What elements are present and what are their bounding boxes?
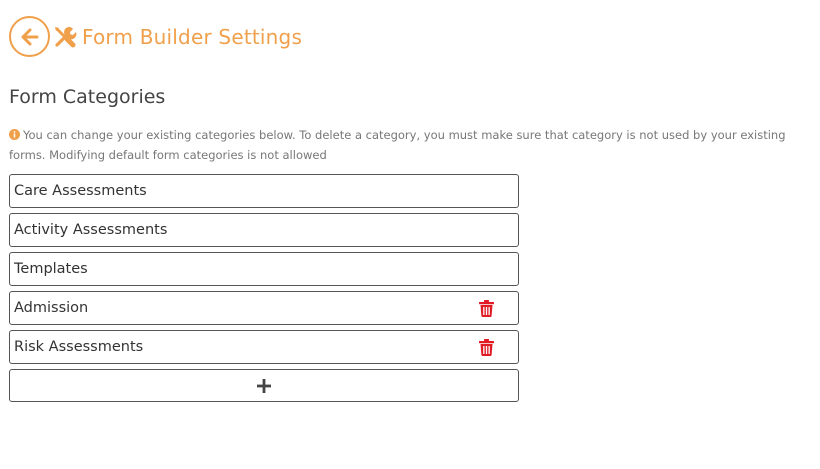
section-title: Form Categories bbox=[9, 86, 166, 108]
arrow-left-icon bbox=[18, 25, 42, 49]
info-text: You can change your existing categories below. To delete a category, you must make sure that category is not used by your existing forms. Modifying default form categories is not allowed bbox=[9, 128, 786, 162]
info-circle-icon bbox=[9, 129, 20, 140]
category-list bbox=[9, 174, 519, 402]
category-row bbox=[9, 330, 519, 364]
category-row bbox=[9, 252, 519, 286]
category-input[interactable] bbox=[10, 214, 450, 246]
category-input[interactable] bbox=[10, 292, 450, 324]
category-row bbox=[9, 174, 519, 208]
trash-icon[interactable] bbox=[479, 339, 494, 356]
category-row bbox=[9, 213, 519, 247]
category-input[interactable] bbox=[10, 175, 450, 207]
category-input[interactable] bbox=[10, 253, 450, 285]
add-category-button[interactable] bbox=[9, 369, 519, 402]
back-button[interactable] bbox=[9, 16, 50, 57]
page-header bbox=[9, 16, 302, 57]
page-title: Form Builder Settings bbox=[82, 24, 303, 49]
category-row bbox=[9, 291, 519, 325]
info-message bbox=[9, 125, 809, 165]
wrench-screwdriver-icon bbox=[53, 25, 77, 49]
plus-icon bbox=[257, 379, 271, 393]
category-input[interactable] bbox=[10, 331, 450, 363]
trash-icon[interactable] bbox=[479, 300, 494, 317]
